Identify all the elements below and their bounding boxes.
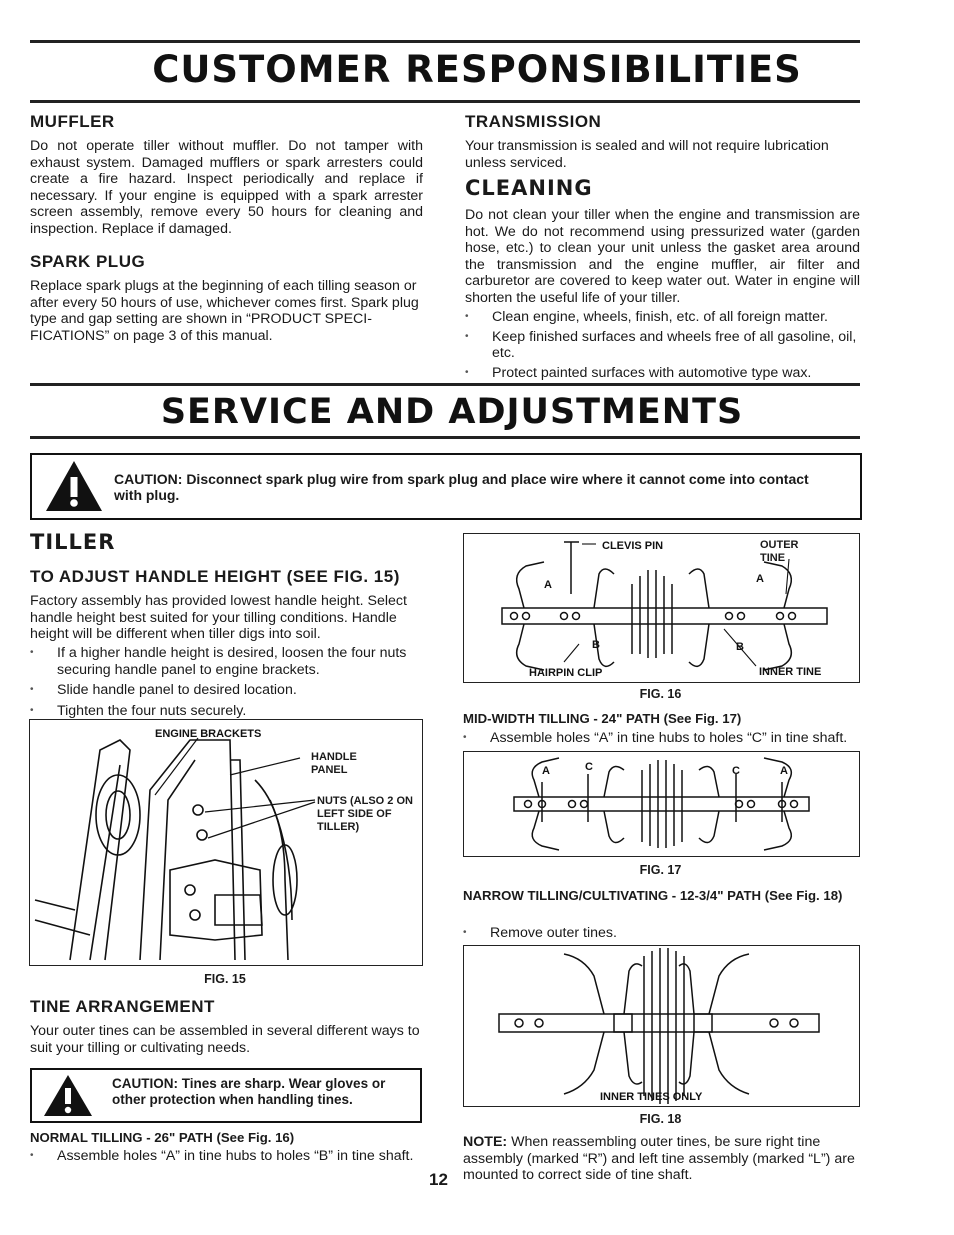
mid-width-tine-diagram: [464, 752, 859, 856]
page-number: 12: [429, 1170, 448, 1189]
cleaning-heading: CLEANING: [465, 176, 593, 200]
handle-panel-label: HANDLE PANEL: [311, 751, 357, 776]
fig16-caption: FIG. 16: [639, 687, 682, 701]
note-text: When reassembling outer tines, be sure right tine assembly (marked “R”) and left tine assembly (marked “L”) are mounted to correct side of tine shaft.: [463, 1134, 855, 1183]
label-b-right: B: [736, 641, 744, 653]
rule-below-customer-title: [30, 100, 860, 103]
warning-triangle-icon: [42, 1073, 94, 1118]
hairpin-clip-label: HAIRPIN CLIP: [529, 667, 603, 679]
outer-tine-label: OUTER TINE: [760, 539, 799, 564]
tine-arrangement-text: Your outer tines can be assembled in several different ways to suit your tilling or cultivating needs.: [30, 1023, 420, 1056]
spark-plug-text: Replace spark plugs at the beginning of each tilling season or after every 50 hours of use, whichever comes first. Spark plug type and gap setting are shown in “PRODUCT SPECI-FICATIONS” on page 3 of this manual.: [30, 278, 419, 344]
list-item: • Assemble holes “A” in tine hubs to holes “B” in tine shaft.: [30, 1148, 430, 1165]
caution-tines-text: CAUTION: Tines are sharp. Wear gloves or other protection when handling tines.: [112, 1076, 386, 1107]
figure-15: [29, 719, 423, 966]
narrow-tilling-heading: NARROW TILLING/CULTIVATING - 12-3/4" PATH (See Fig. 18): [463, 888, 843, 903]
list-item: • Tighten the four nuts securely.: [30, 703, 423, 720]
list-item: • Remove outer tines.: [463, 925, 863, 942]
narrow-tilling-tine-diagram: [464, 946, 859, 1106]
caution-main-text: CAUTION: Disconnect spark plug wire from spark plug and place wire where it cannot come into contact with plug.: [114, 471, 809, 503]
inner-tine-label: INNER TINE: [759, 666, 822, 678]
muffler-text: Do not operate tiller without muffler. Do not tamper with exhaust system. Damaged mufflers or spark arresters could create a fire hazard. Inspect periodically and replace if necessary. If your engine is equipped with a spark arrester screen assembly, remove every 50 hours for cleaning and inspection. Replace if damaged.: [30, 138, 423, 237]
list-item: • Keep finished surfaces and wheels free of all gasoline, oil, etc.: [465, 329, 860, 362]
warning-triangle-icon: [44, 459, 104, 513]
cleaning-bullets: [465, 309, 860, 381]
tine-arrangement-heading: TINE ARRANGEMENT: [30, 997, 215, 1016]
transmission-text: Your transmission is sealed and will not require lubrication unless serviced.: [465, 138, 829, 171]
label-c-right: C: [732, 765, 740, 777]
list-item: • Clean engine, wheels, finish, etc. of all foreign matter.: [465, 309, 860, 326]
label-c-left: C: [585, 761, 593, 773]
clevis-pin-label: CLEVIS PIN: [602, 540, 664, 552]
list-item: • Assemble holes “A” in tine hubs to holes “C” in tine shaft.: [463, 730, 863, 747]
engine-brackets-label: ENGINE BRACKETS: [155, 728, 262, 740]
list-item: • Slide handle panel to desired location.: [30, 682, 423, 699]
list-item: • Protect painted surfaces with automotive type wax.: [465, 365, 860, 382]
figure-18: [463, 945, 860, 1107]
handle-height-text: Factory assembly has provided lowest handle height. Select handle height best suited for your tilling conditions. Handle height will be different when tiller digs into soil.: [30, 593, 407, 642]
section-title-service: SERVICE AND ADJUSTMENTS: [160, 392, 744, 432]
normal-tilling-heading: NORMAL TILLING - 26" PATH (See Fig. 16): [30, 1130, 295, 1145]
top-rule: [30, 40, 860, 43]
handle-height-bullets: [30, 645, 423, 719]
handle-height-heading: TO ADJUST HANDLE HEIGHT (SEE FIG. 15): [30, 567, 400, 586]
spark-plug-heading: SPARK PLUG: [30, 252, 146, 271]
transmission-heading: TRANSMISSION: [465, 112, 602, 131]
label-a-right: A: [756, 573, 764, 585]
caution-box-main: [30, 453, 862, 520]
section-title-customer: CUSTOMER RESPONSIBILITIES: [152, 48, 802, 91]
rule-below-service-title: [30, 436, 860, 439]
mid-width-bullets: [463, 730, 863, 747]
fig15-caption: FIG. 15: [204, 972, 246, 986]
fig18-caption: FIG. 18: [639, 1112, 682, 1126]
mid-width-heading: MID-WIDTH TILLING - 24" PATH (See Fig. 17): [463, 711, 742, 726]
label-a-right: A: [780, 765, 788, 777]
note-label: NOTE:: [463, 1134, 508, 1150]
caution-box-tines: [30, 1068, 422, 1123]
rule-above-service-title: [30, 383, 860, 386]
nuts-label: NUTS (ALSO 2 ON LEFT SIDE OF TILLER): [317, 795, 413, 833]
narrow-tilling-bullets: [463, 925, 863, 942]
fig17-caption: FIG. 17: [639, 863, 682, 877]
label-b-left: B: [592, 639, 600, 651]
note-paragraph: [463, 1134, 859, 1184]
figure-17: [463, 751, 860, 857]
inner-tines-only-label: INNER TINES ONLY: [600, 1091, 703, 1103]
tiller-heading: TILLER: [30, 530, 116, 554]
label-a-left: A: [542, 765, 550, 777]
list-item: • If a higher handle height is desired, loosen the four nuts securing handle panel to engine brackets.: [30, 645, 423, 678]
cleaning-text: Do not clean your tiller when the engine and transmission are hot. We do not recommend using pressurized water (garden hose, etc.) to clean your unit unless the gasket area around the transmission and the engine muffler, air filter and carburetor are covered to keep water out. Water in engine will shorten the useful life of your tiller.: [465, 207, 860, 306]
label-a-left: A: [544, 579, 552, 591]
normal-tilling-bullets: [30, 1148, 430, 1165]
muffler-heading: MUFFLER: [30, 112, 115, 131]
figure-16: [463, 533, 860, 683]
